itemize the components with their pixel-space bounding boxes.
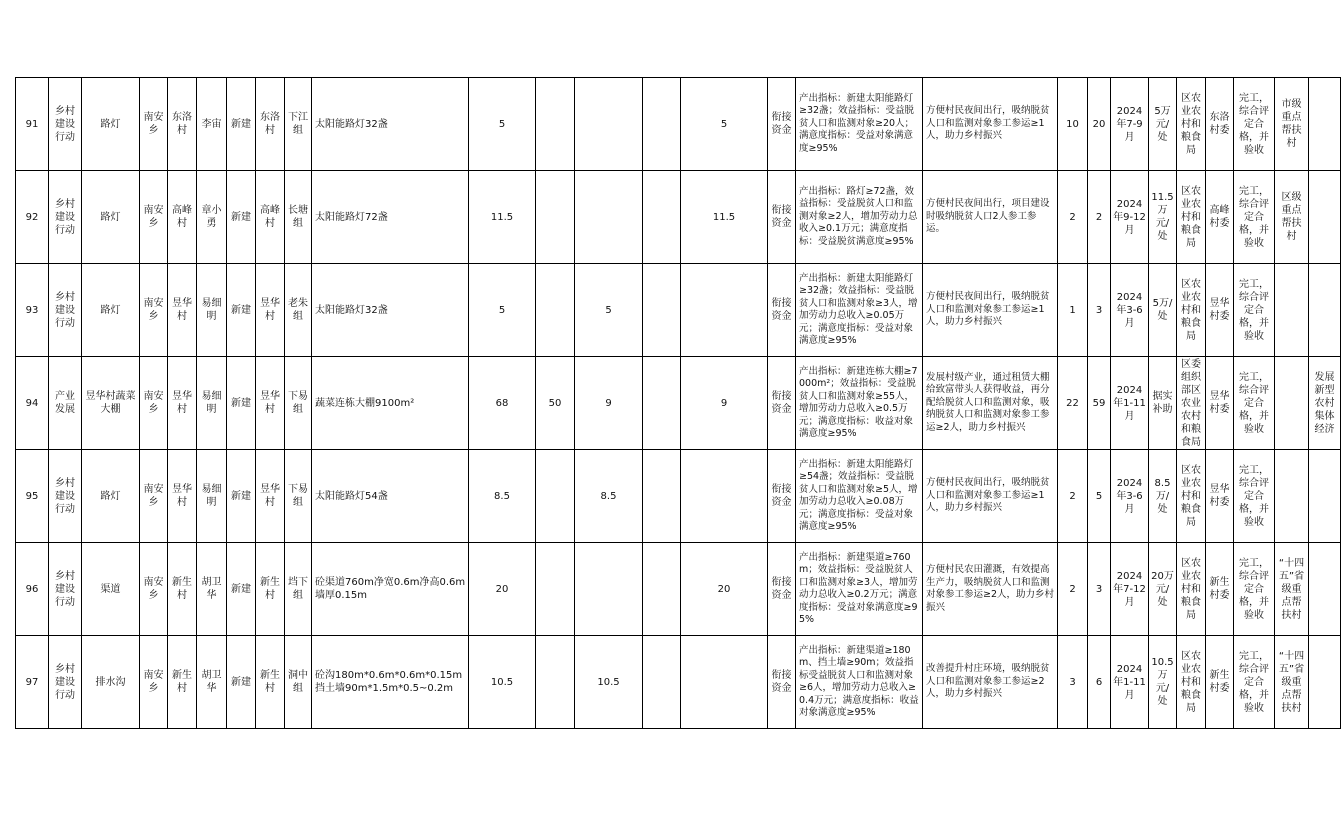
responsible-person-cell: 章小勇 bbox=[197, 171, 227, 264]
construction-period-cell: 2024年3-6月 bbox=[1111, 450, 1149, 543]
performance-indicators-cell: 产出指标：新建渠道≥180m、挡土墙≥90m；效益指标受益脱贫人口和监测对象≥6人，增加劳动力总收入≥0.4万元；满意度指标：收益对象满意度≥95% bbox=[796, 636, 923, 729]
responsible-person-cell: 易细明 bbox=[197, 264, 227, 357]
subsidy-standard-cell: 20万元/处 bbox=[1149, 543, 1177, 636]
supervising-department-cell: 区农业农村和粮食局 bbox=[1177, 543, 1206, 636]
project-table bbox=[15, 77, 1341, 729]
performance-indicators-cell: 产出指标：新建渠道≥760m；效益指标：受益脱贫人口和监测对象≥3人，增加劳动力总收入≥0.2万元；满意度指标：受益对象满意度≥95% bbox=[796, 543, 923, 636]
table-row bbox=[16, 78, 1341, 171]
fund-source-2-cell: 8.5 bbox=[575, 450, 643, 543]
build-type-cell: 新建 bbox=[227, 264, 256, 357]
project-name-cell: 昱华村蔬菜大棚 bbox=[82, 357, 140, 450]
fund-source-1-cell bbox=[536, 636, 575, 729]
township-cell: 南安乡 bbox=[140, 171, 168, 264]
implementing-unit-cell: 新生村委 bbox=[1206, 636, 1234, 729]
fund-source-1-cell bbox=[536, 78, 575, 171]
implementing-unit-cell: 东洛村委 bbox=[1206, 78, 1234, 171]
site-village-cell: 东洛村 bbox=[256, 78, 285, 171]
fund-type-cell: 衔接资金 bbox=[768, 78, 796, 171]
remark-support-level-cell: “十四五”省级重点帮扶村 bbox=[1275, 543, 1309, 636]
benefit-mechanism-cell: 方便村民农田灌溉，有效提高生产力，吸纳脱贫人口和监测对象参工参运≥2人，助力乡村振兴 bbox=[923, 543, 1058, 636]
responsible-person-cell: 易细明 bbox=[197, 357, 227, 450]
beneficiary-households-cell: 3 bbox=[1058, 636, 1088, 729]
construction-content-cell: 太阳能路灯72盏 bbox=[312, 171, 469, 264]
fund-source-1-cell bbox=[536, 171, 575, 264]
supervising-department-cell: 区委组织部区农业农村和粮食局 bbox=[1177, 357, 1206, 450]
subsidy-standard-cell: 据实补助 bbox=[1149, 357, 1177, 450]
acceptance-status-cell: 完工，综合评定合格，并验收 bbox=[1234, 357, 1275, 450]
fund-type-cell: 衔接资金 bbox=[768, 450, 796, 543]
site-village-cell: 昱华村 bbox=[256, 450, 285, 543]
category-cell: 乡村建设行动 bbox=[49, 78, 82, 171]
performance-indicators-cell: 产出指标：新建太阳能路灯≥32盏；效益指标：受益脱贫人口和监测对象≥3人，增加劳动力总收入≥0.05万元；满意度指标：受益对象满意度≥95% bbox=[796, 264, 923, 357]
fund-source-4-cell: 20 bbox=[681, 543, 768, 636]
beneficiary-persons-cell: 59 bbox=[1088, 357, 1111, 450]
implementing-unit-cell: 新生村委 bbox=[1206, 543, 1234, 636]
fund-source-2-cell bbox=[575, 543, 643, 636]
fund-type-cell: 衔接资金 bbox=[768, 543, 796, 636]
fund-type-cell: 衔接资金 bbox=[768, 171, 796, 264]
construction-period-cell: 2024年7-12月 bbox=[1111, 543, 1149, 636]
fund-source-4-cell bbox=[681, 450, 768, 543]
beneficiary-persons-cell: 3 bbox=[1088, 543, 1111, 636]
township-cell: 南安乡 bbox=[140, 543, 168, 636]
village-cell: 新生村 bbox=[168, 636, 197, 729]
acceptance-status-cell: 完工，综合评定合格，并验收 bbox=[1234, 78, 1275, 171]
subsidy-standard-cell: 5万/处 bbox=[1149, 264, 1177, 357]
build-type-cell: 新建 bbox=[227, 357, 256, 450]
total-investment-cell: 68 bbox=[469, 357, 536, 450]
fund-type-cell: 衔接资金 bbox=[768, 357, 796, 450]
fund-source-2-cell: 9 bbox=[575, 357, 643, 450]
benefit-mechanism-cell: 方便村民夜间出行，吸纳脱贫人口和监测对象参工参运≥1人，助力乡村振兴 bbox=[923, 450, 1058, 543]
village-cell: 昱华村 bbox=[168, 357, 197, 450]
remark-note-cell bbox=[1309, 78, 1341, 171]
fund-source-3-cell bbox=[643, 264, 681, 357]
construction-period-cell: 2024年1-11月 bbox=[1111, 357, 1149, 450]
construction-content-cell: 太阳能路灯54盏 bbox=[312, 450, 469, 543]
village-cell: 东洛村 bbox=[168, 78, 197, 171]
remark-support-level-cell: “十四五”省级重点帮扶村 bbox=[1275, 636, 1309, 729]
responsible-person-cell: 李宙 bbox=[197, 78, 227, 171]
site-village-cell: 高峰村 bbox=[256, 171, 285, 264]
total-investment-cell: 10.5 bbox=[469, 636, 536, 729]
supervising-department-cell: 区农业农村和粮食局 bbox=[1177, 171, 1206, 264]
fund-source-1-cell bbox=[536, 543, 575, 636]
supervising-department-cell: 区农业农村和粮食局 bbox=[1177, 636, 1206, 729]
total-investment-cell: 8.5 bbox=[469, 450, 536, 543]
project-name-cell: 路灯 bbox=[82, 450, 140, 543]
supervising-department-cell: 区农业农村和粮食局 bbox=[1177, 78, 1206, 171]
acceptance-status-cell: 完工，综合评定合格，并验收 bbox=[1234, 450, 1275, 543]
remark-support-level-cell bbox=[1275, 450, 1309, 543]
construction-content-cell: 蔬菜连栋大棚9100m² bbox=[312, 357, 469, 450]
project-name-cell: 排水沟 bbox=[82, 636, 140, 729]
township-cell: 南安乡 bbox=[140, 450, 168, 543]
remark-note-cell bbox=[1309, 264, 1341, 357]
fund-source-2-cell bbox=[575, 78, 643, 171]
construction-content-cell: 太阳能路灯32盏 bbox=[312, 264, 469, 357]
implementing-unit-cell: 昱华村委 bbox=[1206, 450, 1234, 543]
table-row bbox=[16, 636, 1341, 729]
project-name-cell: 路灯 bbox=[82, 264, 140, 357]
fund-source-4-cell: 11.5 bbox=[681, 171, 768, 264]
beneficiary-households-cell: 2 bbox=[1058, 450, 1088, 543]
beneficiary-persons-cell: 6 bbox=[1088, 636, 1111, 729]
remark-note-cell: 发展新型农村集体经济 bbox=[1309, 357, 1341, 450]
table-row bbox=[16, 450, 1341, 543]
supervising-department-cell: 区农业农村和粮食局 bbox=[1177, 450, 1206, 543]
site-group-cell: 老朱组 bbox=[285, 264, 312, 357]
township-cell: 南安乡 bbox=[140, 264, 168, 357]
remark-note-cell bbox=[1309, 450, 1341, 543]
acceptance-status-cell: 完工，综合评定合格，并验收 bbox=[1234, 636, 1275, 729]
fund-type-cell: 衔接资金 bbox=[768, 636, 796, 729]
fund-source-3-cell bbox=[643, 543, 681, 636]
construction-content-cell: 砼渠道760m净宽0.6m净高0.6m墙厚0.15m bbox=[312, 543, 469, 636]
village-cell: 高峰村 bbox=[168, 171, 197, 264]
beneficiary-households-cell: 1 bbox=[1058, 264, 1088, 357]
beneficiary-households-cell: 2 bbox=[1058, 543, 1088, 636]
fund-source-4-cell: 9 bbox=[681, 357, 768, 450]
row-number-cell: 94 bbox=[16, 357, 49, 450]
implementing-unit-cell: 昱华村委 bbox=[1206, 264, 1234, 357]
fund-source-3-cell bbox=[643, 450, 681, 543]
benefit-mechanism-cell: 方便村民夜间出行，吸纳脱贫人口和监测对象参工参运≥1人，助力乡村振兴 bbox=[923, 264, 1058, 357]
acceptance-status-cell: 完工，综合评定合格，并验收 bbox=[1234, 171, 1275, 264]
site-group-cell: 垱下组 bbox=[285, 543, 312, 636]
construction-period-cell: 2024年9-12月 bbox=[1111, 171, 1149, 264]
fund-source-3-cell bbox=[643, 357, 681, 450]
subsidy-standard-cell: 5万元/处 bbox=[1149, 78, 1177, 171]
fund-source-1-cell bbox=[536, 264, 575, 357]
fund-source-3-cell bbox=[643, 171, 681, 264]
remark-support-level-cell bbox=[1275, 264, 1309, 357]
fund-source-1-cell bbox=[536, 450, 575, 543]
township-cell: 南安乡 bbox=[140, 357, 168, 450]
build-type-cell: 新建 bbox=[227, 543, 256, 636]
benefit-mechanism-cell: 发展村级产业，通过租赁大棚给致富带头人获得收益，再分配给脱贫人口和监测对象，吸纳脱贫人口和监测对象参工参运≥2人，助力乡村振兴 bbox=[923, 357, 1058, 450]
fund-source-4-cell bbox=[681, 264, 768, 357]
category-cell: 乡村建设行动 bbox=[49, 171, 82, 264]
beneficiary-persons-cell: 2 bbox=[1088, 171, 1111, 264]
build-type-cell: 新建 bbox=[227, 636, 256, 729]
implementing-unit-cell: 昱华村委 bbox=[1206, 357, 1234, 450]
fund-source-3-cell bbox=[643, 78, 681, 171]
construction-content-cell: 砼沟180m*0.6m*0.6m*0.15m挡土墙90m*1.5m*0.5~0.2m bbox=[312, 636, 469, 729]
table-row bbox=[16, 357, 1341, 450]
row-number-cell: 96 bbox=[16, 543, 49, 636]
beneficiary-persons-cell: 20 bbox=[1088, 78, 1111, 171]
beneficiary-households-cell: 22 bbox=[1058, 357, 1088, 450]
category-cell: 乡村建设行动 bbox=[49, 450, 82, 543]
subsidy-standard-cell: 10.5万元/处 bbox=[1149, 636, 1177, 729]
build-type-cell: 新建 bbox=[227, 171, 256, 264]
fund-source-4-cell: 5 bbox=[681, 78, 768, 171]
construction-period-cell: 2024年3-6月 bbox=[1111, 264, 1149, 357]
category-cell: 产业发展 bbox=[49, 357, 82, 450]
responsible-person-cell: 胡卫华 bbox=[197, 636, 227, 729]
build-type-cell: 新建 bbox=[227, 450, 256, 543]
supervising-department-cell: 区农业农村和粮食局 bbox=[1177, 264, 1206, 357]
performance-indicators-cell: 产出指标：新建太阳能路灯≥32盏；效益指标：受益脱贫人口和监测对象≥20人；满意度指标：受益对象满意度≥95% bbox=[796, 78, 923, 171]
acceptance-status-cell: 完工，综合评定合格，并验收 bbox=[1234, 264, 1275, 357]
site-village-cell: 新生村 bbox=[256, 636, 285, 729]
table-body bbox=[16, 78, 1341, 729]
implementing-unit-cell: 高峰村委 bbox=[1206, 171, 1234, 264]
beneficiary-households-cell: 10 bbox=[1058, 78, 1088, 171]
row-number-cell: 97 bbox=[16, 636, 49, 729]
category-cell: 乡村建设行动 bbox=[49, 636, 82, 729]
table-row bbox=[16, 543, 1341, 636]
remark-support-level-cell: 市级重点帮扶村 bbox=[1275, 78, 1309, 171]
benefit-mechanism-cell: 改善提升村庄环境，吸纳脱贫人口和监测对象参工参运≥2人，助力乡村振兴 bbox=[923, 636, 1058, 729]
fund-source-3-cell bbox=[643, 636, 681, 729]
performance-indicators-cell: 产出指标：新建太阳能路灯≥54盏；效益指标：受益脱贫人口和监测对象≥5人，增加劳动力总收入≥0.08万元；满意度指标：受益对象满意度≥95% bbox=[796, 450, 923, 543]
subsidy-standard-cell: 11.5万元/处 bbox=[1149, 171, 1177, 264]
project-name-cell: 路灯 bbox=[82, 78, 140, 171]
township-cell: 南安乡 bbox=[140, 78, 168, 171]
village-cell: 昱华村 bbox=[168, 264, 197, 357]
remark-note-cell bbox=[1309, 171, 1341, 264]
site-village-cell: 昱华村 bbox=[256, 264, 285, 357]
village-cell: 昱华村 bbox=[168, 450, 197, 543]
total-investment-cell: 11.5 bbox=[469, 171, 536, 264]
fund-source-2-cell bbox=[575, 171, 643, 264]
table-row bbox=[16, 264, 1341, 357]
row-number-cell: 92 bbox=[16, 171, 49, 264]
site-group-cell: 长塘组 bbox=[285, 171, 312, 264]
construction-period-cell: 2024年7-9月 bbox=[1111, 78, 1149, 171]
remark-support-level-cell: 区级重点帮扶村 bbox=[1275, 171, 1309, 264]
row-number-cell: 91 bbox=[16, 78, 49, 171]
total-investment-cell: 20 bbox=[469, 543, 536, 636]
responsible-person-cell: 胡卫华 bbox=[197, 543, 227, 636]
total-investment-cell: 5 bbox=[469, 78, 536, 171]
build-type-cell: 新建 bbox=[227, 78, 256, 171]
remark-note-cell bbox=[1309, 543, 1341, 636]
performance-indicators-cell: 产出指标：路灯≥72盏，效益指标：受益脱贫人口和监测对象≥2人，增加劳动力总收入≥0.1万元；满意度指标：受益脱贫满意度≥95% bbox=[796, 171, 923, 264]
fund-source-4-cell bbox=[681, 636, 768, 729]
fund-source-2-cell: 10.5 bbox=[575, 636, 643, 729]
site-group-cell: 下易组 bbox=[285, 450, 312, 543]
project-name-cell: 渠道 bbox=[82, 543, 140, 636]
table-row bbox=[16, 171, 1341, 264]
subsidy-standard-cell: 8.5万/处 bbox=[1149, 450, 1177, 543]
acceptance-status-cell: 完工，综合评定合格，并验收 bbox=[1234, 543, 1275, 636]
site-group-cell: 下江组 bbox=[285, 78, 312, 171]
village-cell: 新生村 bbox=[168, 543, 197, 636]
remark-note-cell bbox=[1309, 636, 1341, 729]
construction-period-cell: 2024年1-11月 bbox=[1111, 636, 1149, 729]
site-group-cell: 洞中组 bbox=[285, 636, 312, 729]
row-number-cell: 95 bbox=[16, 450, 49, 543]
construction-content-cell: 太阳能路灯32盏 bbox=[312, 78, 469, 171]
remark-support-level-cell bbox=[1275, 357, 1309, 450]
category-cell: 乡村建设行动 bbox=[49, 543, 82, 636]
beneficiary-persons-cell: 3 bbox=[1088, 264, 1111, 357]
benefit-mechanism-cell: 方便村民夜间出行，吸纳脱贫人口和监测对象参工参运≥1人，助力乡村振兴 bbox=[923, 78, 1058, 171]
category-cell: 乡村建设行动 bbox=[49, 264, 82, 357]
beneficiary-households-cell: 2 bbox=[1058, 171, 1088, 264]
site-group-cell: 下易组 bbox=[285, 357, 312, 450]
total-investment-cell: 5 bbox=[469, 264, 536, 357]
beneficiary-persons-cell: 5 bbox=[1088, 450, 1111, 543]
site-village-cell: 新生村 bbox=[256, 543, 285, 636]
project-name-cell: 路灯 bbox=[82, 171, 140, 264]
benefit-mechanism-cell: 方便村民夜间出行，项目建设时吸纳脱贫人口2人参工参运。 bbox=[923, 171, 1058, 264]
responsible-person-cell: 易细明 bbox=[197, 450, 227, 543]
site-village-cell: 昱华村 bbox=[256, 357, 285, 450]
fund-type-cell: 衔接资金 bbox=[768, 264, 796, 357]
row-number-cell: 93 bbox=[16, 264, 49, 357]
fund-source-2-cell: 5 bbox=[575, 264, 643, 357]
performance-indicators-cell: 产出指标：新建连栋大棚≥7000m²；效益指标：受益脱贫人口和监测对象≥55人，增加劳动力总收入≥0.5万元；满意度指标：收益对象满意度≥95% bbox=[796, 357, 923, 450]
township-cell: 南安乡 bbox=[140, 636, 168, 729]
fund-source-1-cell: 50 bbox=[536, 357, 575, 450]
